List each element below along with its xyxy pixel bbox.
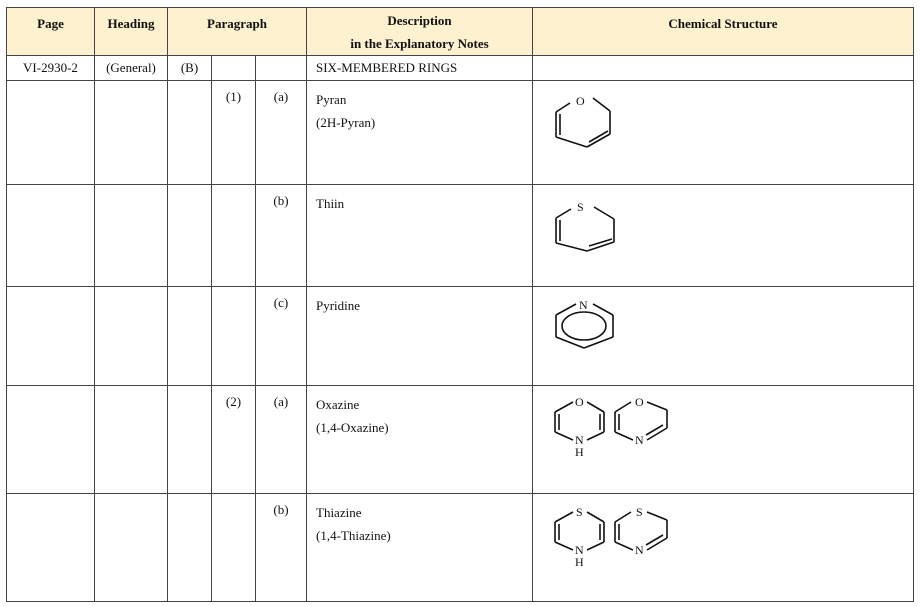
- cell-empty: [168, 386, 212, 494]
- cell-empty: [7, 287, 95, 386]
- atom-label: H: [575, 445, 584, 459]
- table-row: [7, 81, 914, 185]
- compound-alt-name: (1,4-Thiazine): [316, 528, 391, 543]
- cell-description: [307, 386, 533, 494]
- table-row: [7, 386, 914, 494]
- cell-paragraph-letter: (b): [256, 494, 307, 602]
- cell-empty: [212, 287, 256, 386]
- cell-empty: [168, 494, 212, 602]
- compound-alt-name: (1,4-Oxazine): [316, 420, 389, 435]
- cell-empty: [95, 81, 168, 185]
- cell-paragraph-number: (1): [212, 81, 256, 185]
- header-description-line2: in the Explanatory Notes: [350, 36, 489, 51]
- atom-label: N: [635, 433, 644, 447]
- explanatory-notes-table-wrapper: [6, 7, 914, 602]
- cell-paragraph-letter: (c): [256, 287, 307, 386]
- cell-page: VI-2930-2: [7, 56, 95, 81]
- atom-label: S: [577, 200, 584, 214]
- pyran-structure: [551, 87, 621, 149]
- cell-structure: [533, 185, 914, 287]
- cell-paragraph-letter: (a): [256, 81, 307, 185]
- cell-empty: [95, 287, 168, 386]
- cell-empty: [212, 56, 256, 81]
- cell-empty: [95, 185, 168, 287]
- table-row: [7, 494, 914, 602]
- cell-structure-empty: [533, 56, 914, 81]
- thiin-structure: [551, 193, 621, 255]
- cell-empty: [7, 494, 95, 602]
- cell-structure: [533, 287, 914, 386]
- cell-description: SIX-MEMBERED RINGS: [307, 56, 533, 81]
- cell-paragraph-number: (2): [212, 386, 256, 494]
- cell-paragraph-letter: (a): [256, 386, 307, 494]
- atom-label: N: [579, 298, 588, 312]
- table-row-general: [7, 56, 914, 81]
- compound-name: Pyran: [316, 92, 347, 107]
- cell-empty: [168, 287, 212, 386]
- atom-label: N: [635, 543, 644, 557]
- explanatory-notes-table: [6, 7, 914, 602]
- atom-label: H: [575, 555, 584, 569]
- atom-label: N: [575, 543, 584, 557]
- cell-paragraph-b: (B): [168, 56, 212, 81]
- cell-empty: [7, 81, 95, 185]
- header-page: Page: [7, 8, 95, 56]
- thiazine-structures: [551, 502, 681, 572]
- header-description: [307, 8, 533, 56]
- header-description-line1: Description: [387, 13, 452, 28]
- cell-description: [307, 287, 533, 386]
- cell-empty: [256, 56, 307, 81]
- compound-alt-name: (2H-Pyran): [316, 115, 376, 130]
- cell-empty: [212, 494, 256, 602]
- table-row: [7, 185, 914, 287]
- compound-name: Thiazine: [316, 505, 362, 520]
- cell-empty: [168, 81, 212, 185]
- cell-empty: [212, 185, 256, 287]
- header-heading: Heading: [95, 8, 168, 56]
- atom-label: O: [575, 395, 584, 409]
- atom-label: O: [635, 395, 644, 409]
- cell-empty: [95, 494, 168, 602]
- cell-structure: [533, 81, 914, 185]
- cell-empty: [7, 185, 95, 287]
- compound-name: Pyridine: [316, 298, 361, 313]
- atom-label: O: [576, 94, 585, 108]
- cell-empty: [7, 386, 95, 494]
- cell-empty: [168, 185, 212, 287]
- atom-label: S: [576, 505, 583, 519]
- cell-structure: [533, 386, 914, 494]
- table-row: [7, 287, 914, 386]
- cell-description: [307, 81, 533, 185]
- cell-empty: [95, 386, 168, 494]
- oxazine-structures: [551, 392, 681, 462]
- compound-name: Thiin: [316, 196, 345, 211]
- cell-paragraph-letter: (b): [256, 185, 307, 287]
- header-chemical-structure: Chemical Structure: [533, 8, 914, 56]
- header-paragraph: Paragraph: [168, 8, 307, 56]
- cell-description: [307, 494, 533, 602]
- cell-description: [307, 185, 533, 287]
- pyridine-structure: [551, 295, 621, 355]
- atom-label: S: [636, 505, 643, 519]
- compound-name: Oxazine: [316, 397, 360, 412]
- cell-heading: (General): [95, 56, 168, 81]
- atom-label: N: [575, 433, 584, 447]
- cell-structure: [533, 494, 914, 602]
- header-row: [7, 8, 914, 56]
